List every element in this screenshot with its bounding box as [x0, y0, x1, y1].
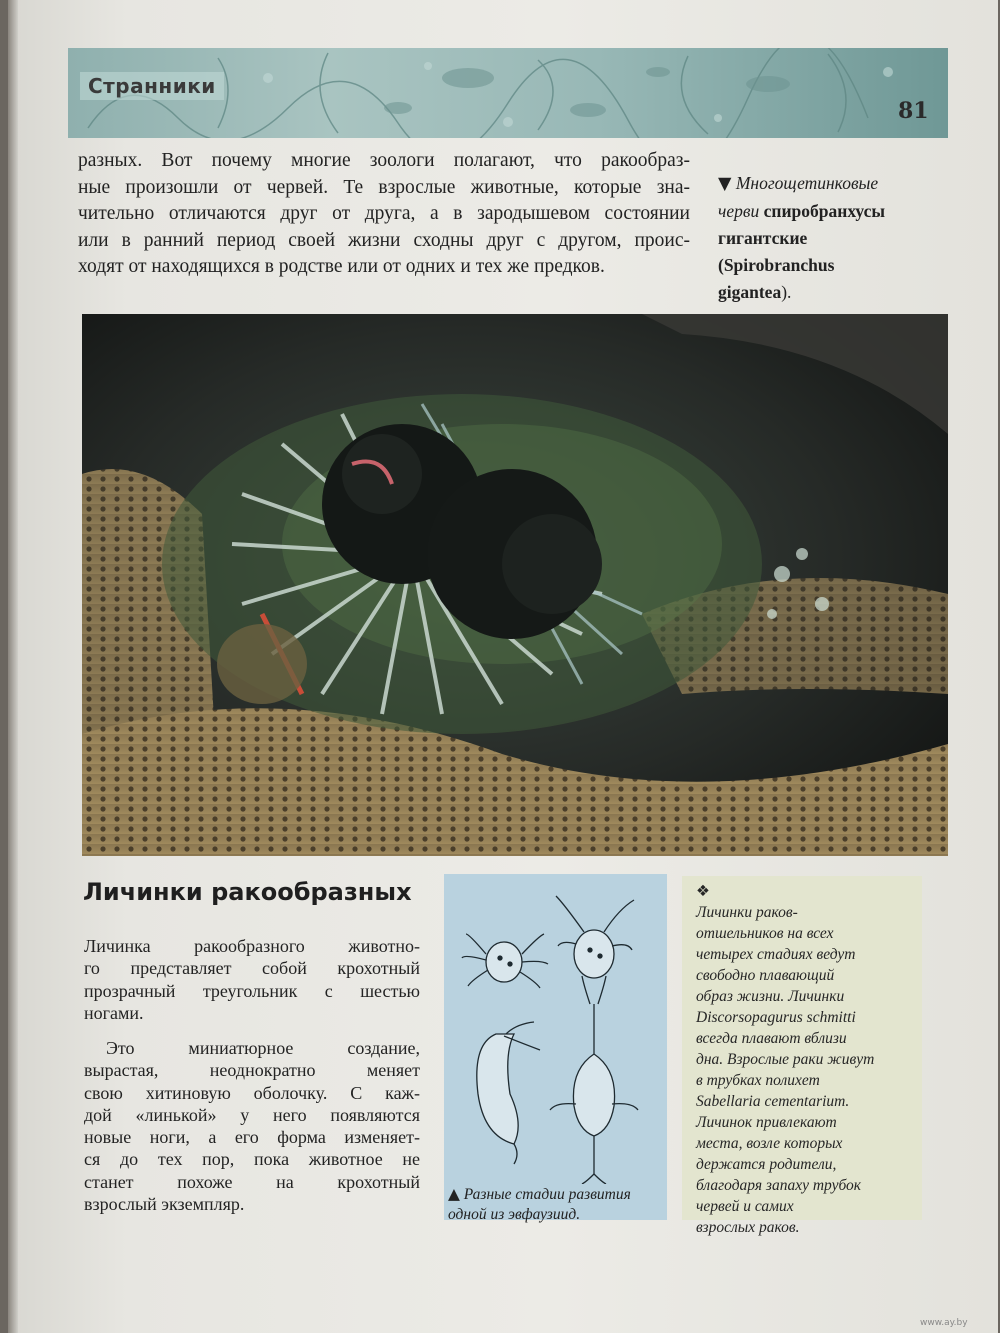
paragraph-2	[84, 1037, 420, 1215]
text-line: или в ранний период своей жизни сходны друг с другом, проис-	[78, 229, 690, 251]
page-gutter-shadow	[8, 0, 18, 1333]
text-line: вырастая, неоднократно меняет	[84, 1060, 420, 1081]
text-line: разных. Вот почему многие зоологи полагают, что ракообраз-	[78, 150, 690, 171]
spirobranchus-photo-icon	[82, 314, 948, 856]
page-number: 81	[898, 98, 929, 124]
text-line: ся до тех пор, пока животное не	[84, 1149, 420, 1170]
text-line: ходят от находящихся в родстве или от одних и тех же предков.	[78, 256, 605, 277]
caption-bold-text: (Spirobranchus	[718, 255, 835, 275]
text-line: Личинки раков-	[696, 904, 798, 921]
caption-end-text: ).	[781, 282, 792, 302]
text-line: места, возле которых	[696, 1135, 843, 1152]
text-line: го представляет собой крохотный	[84, 958, 420, 979]
text-line: ные произошли от червей. Те взрослые животные, которые зна-	[78, 176, 690, 198]
text-line: Это миниатюрное создание,	[106, 1038, 420, 1058]
intro-paragraph	[78, 148, 690, 281]
text-line: всегда плавают вблизи	[696, 1030, 847, 1047]
text-line: дой «линькой» у него появляются	[84, 1104, 420, 1125]
larva-stages-drawing-icon	[444, 874, 667, 1184]
text-line: Личинок привлекают	[696, 1114, 837, 1131]
text-line: четырех стадиях ведут	[696, 946, 856, 963]
text-line: чительно отличаются друг от друга, а в зародышевом состоянии	[78, 203, 690, 224]
text-line: новые ноги, а его форма изменяет-	[84, 1127, 420, 1148]
text-line: взрослых раков.	[696, 1219, 800, 1236]
larva-figure	[444, 874, 667, 1220]
text-line: Discorsopagurus schmitti	[696, 1009, 856, 1026]
section-heading: Личинки ракообразных	[83, 878, 412, 906]
triangle-down-icon: ▼	[718, 174, 732, 194]
caption-italic-text: Многощетинковые	[735, 173, 879, 193]
text-line: прозрачный треугольник с шестью	[84, 980, 420, 1001]
section-title: Странники	[80, 72, 224, 100]
text-line: станет похоже на крохотный	[84, 1171, 420, 1192]
text-line: в трубках полихет	[696, 1072, 820, 1089]
text-line: червей и самих	[696, 1198, 794, 1215]
text-line: Sabellaria cementarium.	[696, 1093, 850, 1110]
paragraph-1	[84, 935, 420, 1024]
text-line: держатся родители,	[696, 1156, 837, 1173]
side-note	[696, 881, 918, 1238]
text-line: взрослый экземпляр.	[84, 1194, 245, 1215]
text-line: ногами.	[84, 1002, 144, 1023]
caption-bold-text: gigantea	[718, 282, 782, 302]
text-line: дна. Взрослые раки живут	[696, 1051, 875, 1068]
diamond-bullet-icon: ❖	[696, 882, 710, 900]
caption-bold-text: спиробранхусы	[763, 201, 886, 221]
text-line: свободно плавающий	[696, 967, 835, 984]
text-line: благодаря запаху трубок	[696, 1177, 862, 1194]
text-line: отшельников на всех	[696, 925, 834, 942]
caption-bold-text: гигантские	[718, 228, 808, 248]
caption-text: одной из эвфаузиид.	[448, 1206, 581, 1223]
triangle-up-icon: ▲	[448, 1185, 460, 1203]
worm-photo	[82, 314, 948, 856]
caption-italic-text: черви	[718, 201, 760, 221]
caption-text: Разные стадии развития	[463, 1186, 631, 1203]
text-line: Личинка ракообразного животно-	[84, 936, 420, 956]
book-page	[8, 0, 998, 1333]
text-line: свою хитиновую оболочку. С каж-	[84, 1082, 420, 1103]
photo-caption	[718, 170, 948, 306]
figure-caption	[448, 1184, 668, 1225]
watermark: www.ay.by	[920, 1318, 968, 1328]
text-line: образ жизни. Личинки	[696, 988, 845, 1005]
